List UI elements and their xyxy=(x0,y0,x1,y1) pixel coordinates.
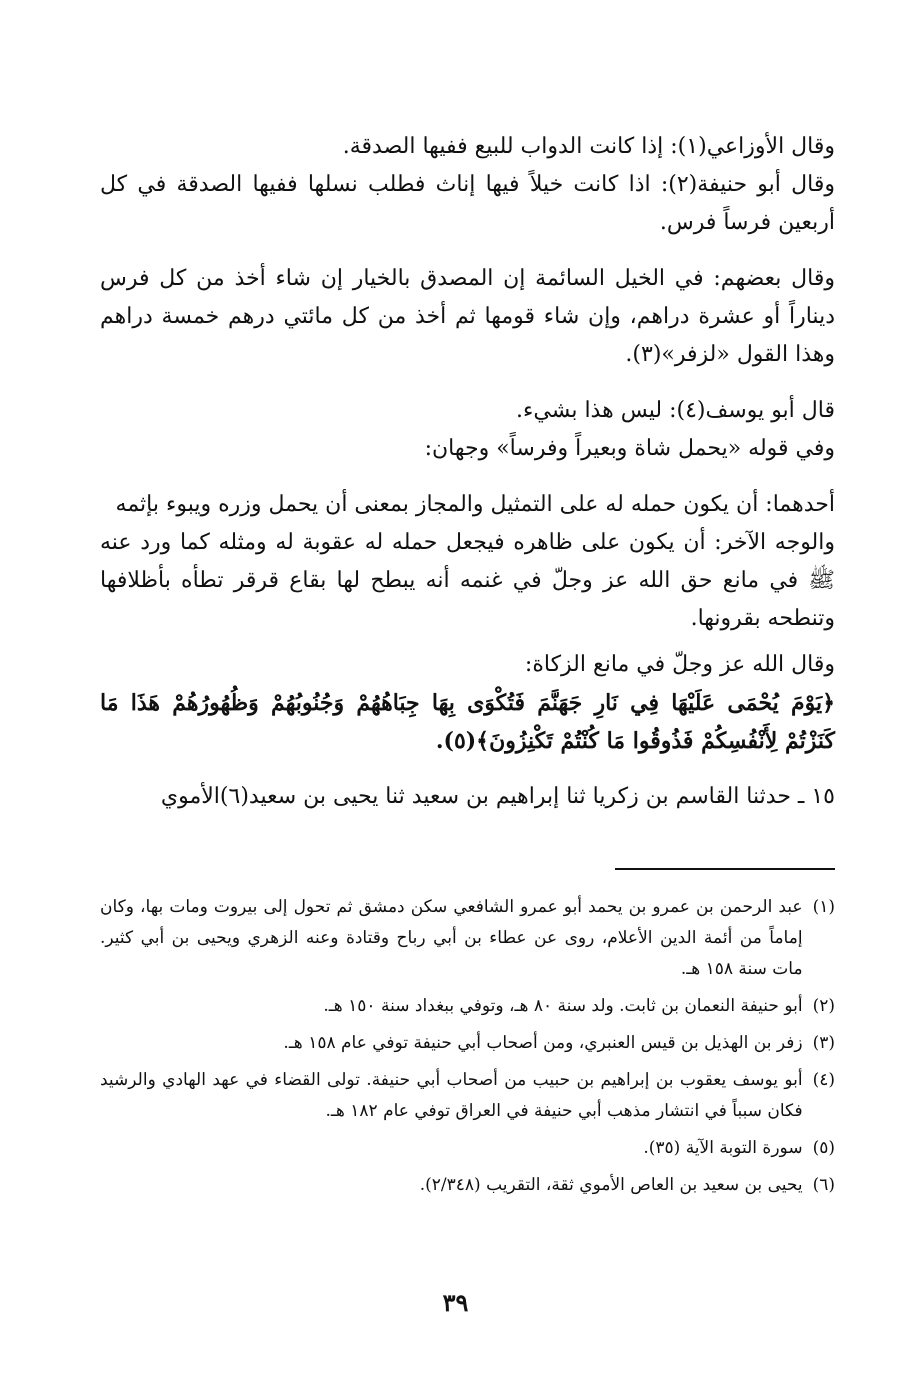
quran-verse: ﴿يَوْمَ يُحْمَى عَلَيْهَا فِي نَارِ جَهَنَّمَ فَتُكْوَى بِهَا جِبَاهُهُمْ وَجُنُوبُهُمْ وَظُهُورُهُمْ هَذَا مَا كَنَزْتُمْ لِأَنْفُسِكُمْ فَذُوقُوا مَا كُنْتُمْ تَكْنِزُونَ﴾(٥). xyxy=(100,690,835,754)
footnote-text: يحيى بن سعيد بن العاص الأموي ثقة، التقريب (٢/٣٤٨). xyxy=(419,1175,803,1195)
footnote-item xyxy=(100,1065,835,1127)
paragraph-some-scholars: وقال بعضهم: في الخيل السائمة إن المصدق بالخيار إن شاء أخذ من كل فرس ديناراً أو عشرة دراهم، وإن شاء قومها ثم أخذ من كل مائتي درهم خمسة دراهم وهذا القول «لزفر»(٣). xyxy=(100,266,835,367)
paragraph-first-aspect: أحدهما: أن يكون حمله له على التمثيل والمجاز بمعنى أن يحمل وزره ويبوء بإثمه xyxy=(115,492,835,517)
paragraph-abu-yusuf: قال أبو يوسف(٤): ليس هذا بشيء. xyxy=(516,398,835,423)
footnote-text: عبد الرحمن بن عمرو بن يحمد أبو عمرو الشافعي سكن دمشق ثم تحول إلى بيروت ومات بها، وكان إماماً من أئمة الدين الأعلام، روى عن عطاء بن أبي رباح وقتادة وعنه الزهري ويحيى بن أبي كثير. مات سنة ١٥٨ هـ. xyxy=(100,897,803,979)
footnote-item xyxy=(100,991,835,1022)
footnote-number: (٣) xyxy=(812,1033,835,1053)
paragraph-second-aspect: والوجه الآخر: أن يكون على ظاهره فيجعل حمله له عقوبة له ومثله كما ورد عنه ﷺ في مانع حق الله عز وجلّ في غنمه أنه يبطح لها بقاع قرقر تطأه بأظلافها وتنطحه بقرونها. xyxy=(100,530,835,631)
main-text xyxy=(100,128,835,816)
paragraph-awzai: وقال الأوزاعي(١): إذا كانت الدواب للبيع ففيها الصدقة. xyxy=(342,134,835,159)
footnote-text: زفر بن الهذيل بن قيس العنبري، ومن أصحاب أبي حنيفة توفي عام ١٥٨ هـ. xyxy=(283,1033,803,1053)
footnote-number: (٦) xyxy=(812,1175,835,1195)
footnote-number: (٥) xyxy=(812,1138,835,1158)
footnotes xyxy=(100,892,835,1201)
paragraph-abu-hanifa: وقال أبو حنيفة(٢): اذا كانت خيلاً فيها إناث فطلب نسلها ففيها الصدقة في كل أربعين فرساً فرس. xyxy=(100,172,835,235)
footnote-number: (٤) xyxy=(812,1070,835,1090)
paragraph-two-aspects: وفي قوله «يحمل شاة وبعيراً وفرساً» وجهان: xyxy=(424,436,835,461)
footnote-text: أبو حنيفة النعمان بن ثابت. ولد سنة ٨٠ هـ، وتوفي ببغداد سنة ١٥٠ هـ. xyxy=(323,996,803,1016)
footnote-number: (٢) xyxy=(812,996,835,1016)
footnote-divider xyxy=(615,868,835,870)
page-content xyxy=(100,128,835,1207)
footnote-text: سورة التوبة الآية (٣٥). xyxy=(643,1138,803,1158)
footnote-item xyxy=(100,1028,835,1059)
footnote-text: أبو يوسف يعقوب بن إبراهيم بن حبيب من أصحاب أبي حنيفة. تولى القضاء في عهد الهادي والرشيد فكان سبباً في انتشار مذهب أبي حنيفة في العراق توفي عام ١٨٢ هـ. xyxy=(100,1070,803,1121)
paragraph-hadith-15: ١٥ ـ حدثنا القاسم بن زكريا ثنا إبراهيم بن سعيد ثنا يحيى بن سعيد(٦)الأموي xyxy=(160,784,835,809)
paragraph-zakat-intro: وقال الله عز وجلّ في مانع الزكاة: xyxy=(524,652,835,677)
footnote-item xyxy=(100,1170,835,1201)
page-number: ٣٩ xyxy=(442,1288,469,1317)
footnote-item xyxy=(100,1133,835,1164)
footnote-item xyxy=(100,892,835,985)
footnote-number: (١) xyxy=(812,897,835,917)
